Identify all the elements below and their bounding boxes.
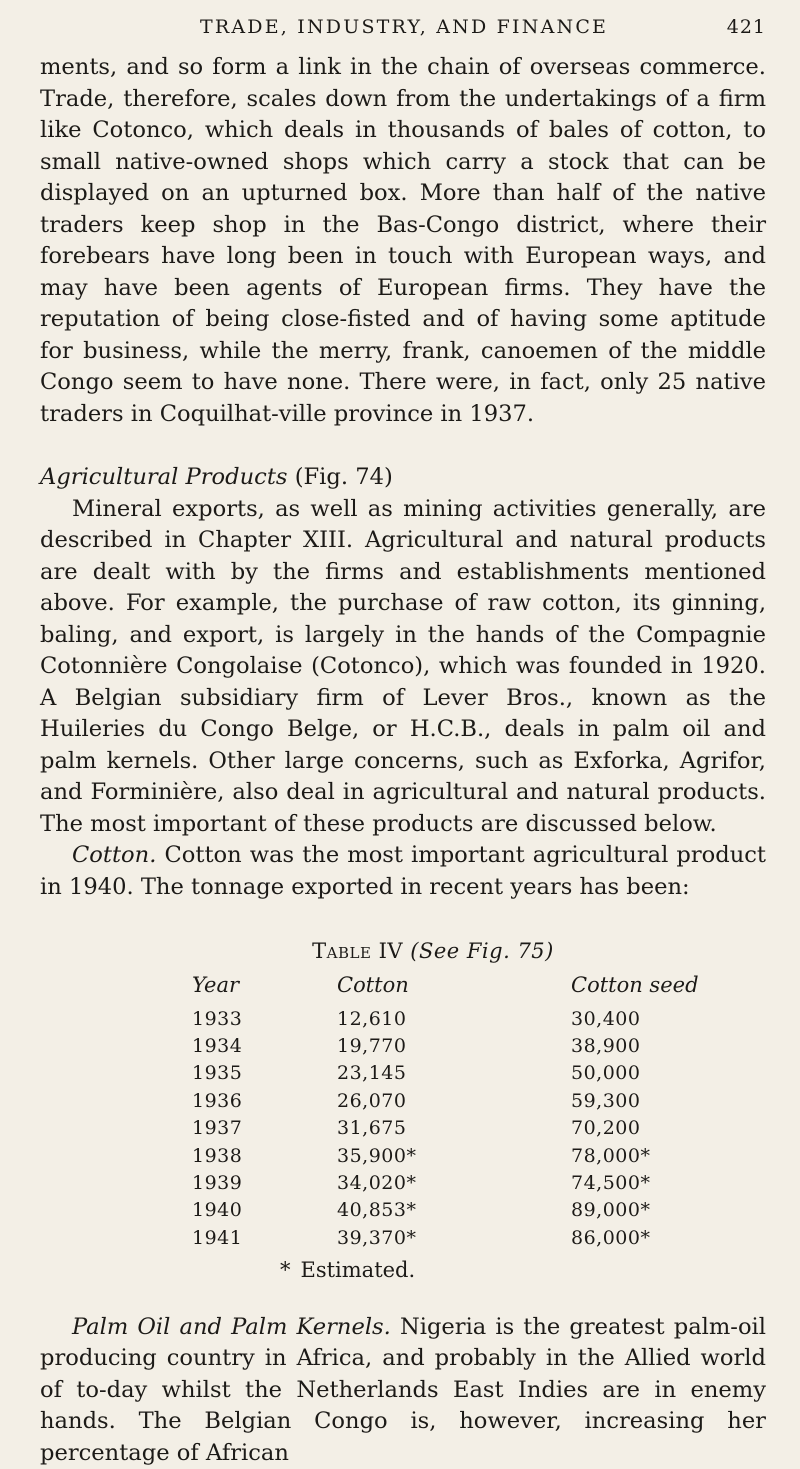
cell-cotton: 39,370*	[337, 1226, 417, 1249]
cell-cotton: 34,020*	[337, 1172, 417, 1195]
table-title	[100, 939, 766, 963]
cell-cotton: 12,610	[337, 1007, 407, 1030]
cell-cotton-seed: 38,900	[571, 1035, 641, 1058]
cell-year: 1939	[192, 1172, 243, 1195]
table-label: Table IV	[312, 939, 404, 963]
runin-heading-palm-oil: Palm Oil and Palm Kernels.	[72, 1313, 391, 1340]
table-figure-ref: (See Fig. 75)	[410, 939, 554, 963]
paragraph-cotton-text: Cotton was the most important agricultural product in 1940. The tonnage exported in recent years has been:	[40, 842, 767, 900]
table-row	[192, 1032, 751, 1059]
table-footnote	[280, 1258, 766, 1282]
cell-year: 1934	[192, 1035, 243, 1058]
cell-cotton-seed: 86,000*	[571, 1226, 651, 1249]
cell-cotton-seed: 50,000	[571, 1062, 641, 1085]
paragraph-mineral-exports: Mineral exports, as well as mining activities generally, are described in Chapter XIII. Agricultural and natural products are dealt with by the firms and establishments mentioned above. For example, the purchase of raw cotton, its ginning, baling, and export, is largely in the hands of the Compagnie Cotonnière Congolaise (Cotonco), which was founded in 1920. A Belgian subsidiary firm of Lever Bros., known as the Huileries du Congo Belge, or H.C.B., deals in palm oil and palm kernels. Other large concerns, such as Exforka, Agrifor, and Forminière, also deal in agricultural and natural products. The most important of these products are discussed below.	[40, 495, 766, 837]
table-row	[192, 1005, 751, 1032]
table-row	[192, 1060, 751, 1087]
cell-cotton-seed: 59,300	[571, 1089, 641, 1112]
running-head-title: TRADE, INDUSTRY, AND FINANCE	[200, 16, 609, 38]
cell-cotton: 26,070	[337, 1089, 407, 1112]
cell-cotton: 31,675	[337, 1117, 407, 1140]
cell-year: 1937	[192, 1117, 243, 1140]
cell-year: 1940	[192, 1199, 243, 1222]
section-heading-text: Agricultural Products	[40, 464, 288, 490]
paragraph-trade: ments, and so form a link in the chain of overseas commerce. Trade, therefore, scales down from the undertakings of a firm like Cotonco, which deals in thousands of bales of cotton, to small native-owned shops which carry a stock that can be displayed on an upturned box. More than half of the native traders keep shop in the Bas-Congo district, where their forebears have long been in touch with European ways, and may have been agents of European firms. They have the reputation of being close-fisted and of having some aptitude for business, while the merry, frank, canoemen of the middle Congo seem to have none. There were, in fact, only 25 native traders in Coquilhat-ville province in 1937.	[40, 54, 766, 427]
footnote-text: Estimated.	[300, 1257, 416, 1282]
column-header-cotton-seed: Cotton seed	[571, 973, 699, 997]
table-row	[192, 1224, 751, 1251]
cell-year: 1935	[192, 1062, 243, 1085]
table-row	[192, 1169, 751, 1196]
cotton-exports-table	[192, 973, 751, 1252]
table-row	[192, 1115, 751, 1142]
table-header-row	[192, 973, 751, 1005]
table-row	[192, 1087, 751, 1114]
cell-cotton-seed: 89,000*	[571, 1199, 651, 1222]
table-row	[192, 1142, 751, 1169]
section-heading-figure-ref: (Fig. 74)	[294, 464, 393, 490]
cell-cotton-seed: 70,200	[571, 1117, 641, 1140]
cell-cotton: 19,770	[337, 1035, 407, 1058]
cell-cotton: 40,853*	[337, 1199, 417, 1222]
paragraph-palm-oil-text: Nigeria is the greatest palm-oil producing country in Africa, and probably in the Allied world of to-day whilst the Netherlands East Indies are in enemy hands. The Belgian Congo is, however, increasing her percentage of African	[40, 1313, 766, 1466]
running-head	[40, 14, 766, 46]
cell-year: 1936	[192, 1089, 243, 1112]
cell-cotton: 35,900*	[337, 1144, 417, 1167]
cell-year: 1938	[192, 1144, 243, 1167]
table-row	[192, 1197, 751, 1224]
column-header-cotton: Cotton	[337, 973, 409, 997]
column-header-year: Year	[192, 973, 240, 997]
section-heading-agricultural-products	[40, 462, 766, 494]
runin-heading-cotton: Cotton.	[72, 842, 157, 868]
cell-cotton-seed: 30,400	[571, 1007, 641, 1030]
cell-year: 1941	[192, 1226, 243, 1249]
cell-cotton: 23,145	[337, 1062, 407, 1085]
paragraph-palm-oil	[40, 1312, 766, 1469]
cell-cotton-seed: 74,500*	[571, 1172, 651, 1195]
cell-year: 1933	[192, 1007, 243, 1030]
paragraph-cotton	[40, 840, 766, 903]
page-number: 421	[726, 16, 766, 38]
footnote-mark: *	[280, 1257, 291, 1282]
cell-cotton-seed: 78,000*	[571, 1144, 651, 1167]
